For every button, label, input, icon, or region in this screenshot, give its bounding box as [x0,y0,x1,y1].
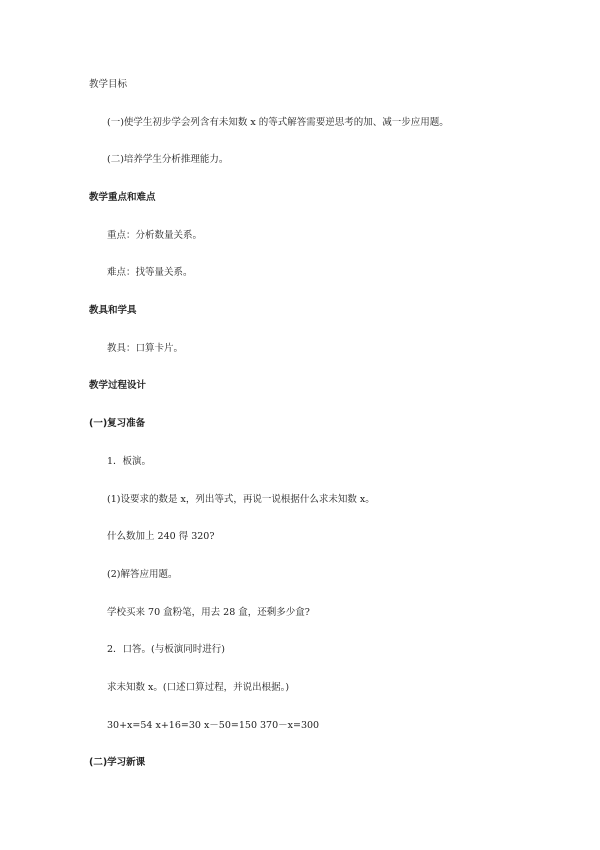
key-point: 重点：分析数量关系。 [107,230,203,241]
equations: 30+x=54 x+16=30 x－50=150 370－x=300 [107,720,320,731]
new-lesson-heading: (二)学习新课 [89,757,146,768]
objective-title: 教学目标 [89,79,128,90]
difficult-point: 难点：找等量关系。 [107,267,193,278]
question-1: 什么数加上 240 得 320? [107,531,215,542]
process-heading: 教学过程设计 [89,380,147,391]
question-2: 学校买来 70 盒粉笔，用去 28 盒，还剩多少盒? [107,607,310,618]
item-2: 2．口答。(与板演同时进行) [107,644,225,655]
item-1: 1．板演。 [107,456,152,467]
oral-task: 求未知数 x。(口述口算过程，并说出根据。) [107,682,290,693]
review-heading: (一)复习准备 [89,418,146,429]
objective-1: (一)使学生初步学会列含有未知数 x 的等式解答需要逆思考的加、减一步应用题。 [107,117,449,128]
key-points-heading: 教学重点和难点 [89,192,156,203]
tools-text: 教具：口算卡片。 [107,343,184,354]
item-1-2: (2)解答应用题。 [107,569,178,580]
item-1-1: (1)设要求的数是 x，列出等式，再说一说根据什么求未知数 x。 [107,494,375,505]
tools-heading: 教具和学具 [89,305,137,316]
objective-2: (二)培养学生分析推理能力。 [107,154,229,165]
